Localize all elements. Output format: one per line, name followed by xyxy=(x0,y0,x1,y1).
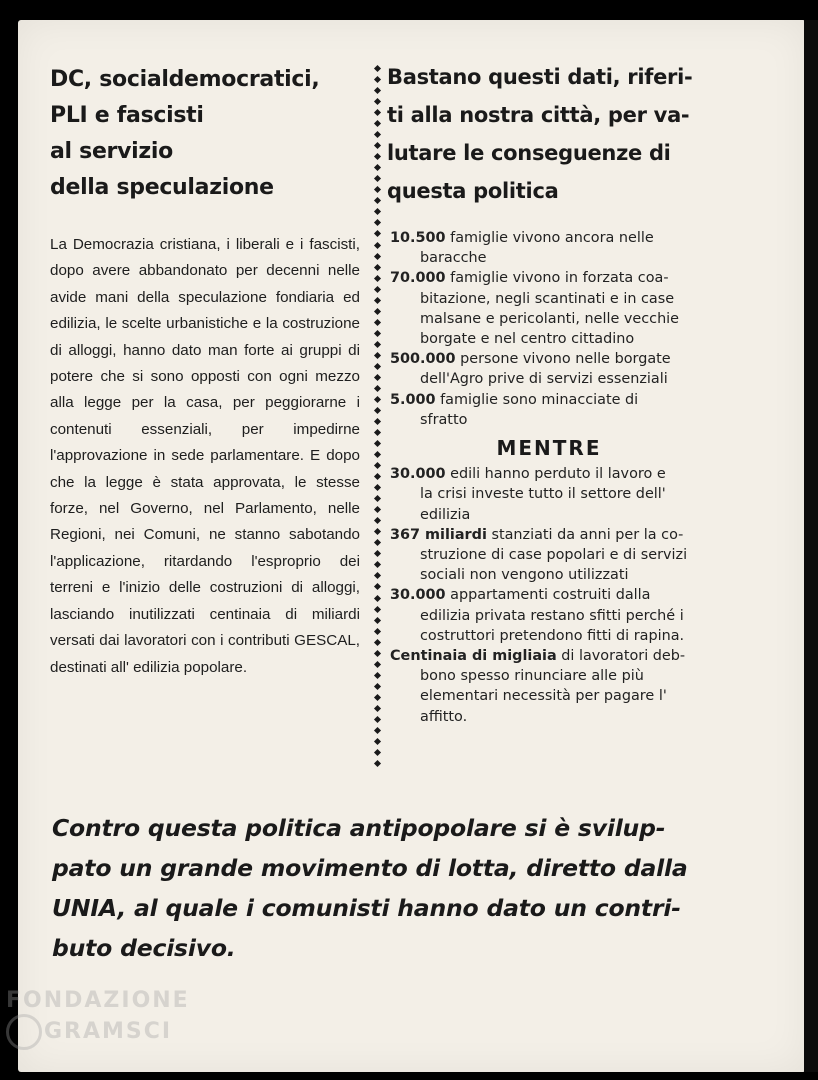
page-binding xyxy=(804,20,818,1072)
stat-text-continued: dell'Agro prive di servizi essenziali xyxy=(420,371,668,388)
divider-diamond xyxy=(373,716,380,723)
stat-text: di lavoratori deb- xyxy=(561,648,686,665)
divider-diamond xyxy=(373,683,380,690)
heading-line: della speculazione xyxy=(50,175,274,200)
diamond-divider xyxy=(370,66,384,766)
divider-diamond xyxy=(373,252,380,259)
stat-text-continued: la crisi investe tutto il settore dell' edilizia xyxy=(420,486,666,523)
divider-diamond xyxy=(373,550,380,557)
divider-diamond xyxy=(373,495,380,502)
stat-text-continued: sfratto xyxy=(420,411,468,428)
stat-text: edili hanno perduto il lavoro e xyxy=(450,466,666,483)
divider-diamond xyxy=(373,418,380,425)
stat-text: stanziati da anni per la co- xyxy=(491,526,684,543)
stat-number: 10.500 xyxy=(390,230,446,246)
watermark-line: FONDAZIONE xyxy=(6,988,190,1013)
stat-number: 30.000 xyxy=(390,587,446,604)
stat-text: persone vivono nelle borgate xyxy=(460,351,671,368)
stat-item xyxy=(390,349,708,389)
divider-diamond xyxy=(373,319,380,326)
divider-diamond xyxy=(373,396,380,403)
divider-diamond xyxy=(373,594,380,601)
divider-diamond xyxy=(373,605,380,612)
divider-diamond xyxy=(373,672,380,679)
divider-diamond xyxy=(373,440,380,447)
divider-diamond xyxy=(373,131,380,138)
divider-diamond xyxy=(373,208,380,215)
stat-number: 30.000 xyxy=(390,466,446,483)
heading-line: PLI e fascisti xyxy=(50,103,204,128)
divider-diamond xyxy=(373,561,380,568)
mentre-heading: MENTRE xyxy=(496,436,602,461)
gramsci-logo-icon xyxy=(6,1014,42,1050)
divider-diamond xyxy=(373,374,380,381)
divider-diamond xyxy=(373,286,380,293)
stat-text: famiglie sono minacciate di xyxy=(440,391,639,408)
divider-diamond xyxy=(373,473,380,480)
divider-diamond xyxy=(373,539,380,546)
stat-text: famiglie vivono in forzata coa- xyxy=(450,270,669,287)
heading-line: DC, socialdemocratici, xyxy=(50,67,320,92)
divider-diamond xyxy=(373,628,380,635)
stat-text-continued: struzione di case popolari e di servizi sociali non vengono utilizzati xyxy=(420,547,688,584)
stat-text-continued: edilizia privata restano sfitti perché i costruttori pretendono fitti di rapina. xyxy=(420,607,685,644)
conclusion-line: Contro questa politica antipopolare si è svilup- xyxy=(52,814,666,842)
divider-diamond xyxy=(373,275,380,282)
divider-diamond xyxy=(373,352,380,359)
heading-line: ti alla nostra città, per va- xyxy=(387,103,690,127)
divider-diamond xyxy=(373,363,380,370)
divider-diamond xyxy=(373,109,380,116)
stat-text-continued: bono spesso rinunciare alle più elementari necessità per pagare l' affitto. xyxy=(420,668,667,725)
heading-line: questa politica xyxy=(387,179,559,203)
stat-number: 367 miliardi xyxy=(390,526,487,543)
conclusion-line: pato un grande movimento di lotta, diretto dalla xyxy=(52,854,688,882)
divider-diamond xyxy=(373,528,380,535)
divider-diamond xyxy=(373,341,380,348)
divider-diamond xyxy=(373,407,380,414)
stat-item xyxy=(390,390,708,430)
right-heading xyxy=(387,58,707,210)
conclusion-line: buto decisivo. xyxy=(52,934,236,962)
divider-diamond xyxy=(373,186,380,193)
left-heading xyxy=(50,62,360,206)
divider-diamond xyxy=(373,308,380,315)
divider-diamond xyxy=(373,727,380,734)
divider-diamond xyxy=(373,462,380,469)
divider-diamond xyxy=(373,87,380,94)
stat-number: 500.000 xyxy=(390,351,456,368)
divider-diamond xyxy=(373,142,380,149)
left-body-text: La Democrazia cristiana, i liberali e i fascisti, dopo avere abbandonato per decenni nelle avide mani della speculazione fondiaria ed edilizia, le scelte urbanistiche e la costruzione di alloggi, hanno dato man forte ai gruppi di potere che si sono opposti con ogni mezzo alla legge per la casa, per peggiorarne i contenuti essenziali, per impedirne l'approvazione in sede parlamentare. E dopo che la legge è stata approvata, le stesse forze, nel Governo, nel Parlamento, nelle Regioni, nei Comuni, ne stanno sabotando l'applicazione, ritardando l'esproprio dei terreni e l'inizio delle costruzioni di alloggi, lasciando inutilizzati centinaia di miliardi versati dai lavoratori con i contributi GESCAL, destinati all' edilizia popolare. xyxy=(50,236,360,676)
divider-diamond xyxy=(373,749,380,756)
stat-item xyxy=(390,464,708,525)
divider-diamond xyxy=(373,230,380,237)
divider-diamond xyxy=(373,451,380,458)
stat-text: appartamenti costruiti dalla xyxy=(450,587,651,604)
stat-item xyxy=(390,646,708,727)
divider-diamond xyxy=(373,153,380,160)
divider-diamond xyxy=(373,760,380,767)
divider-diamond xyxy=(373,197,380,204)
divider-diamond xyxy=(373,617,380,624)
divider-diamond xyxy=(373,694,380,701)
archive-watermark xyxy=(6,988,190,1050)
stat-number: Centinaia di migliaia xyxy=(390,648,557,665)
conclusion-line: UNIA, al quale i comunisti hanno dato un contri- xyxy=(52,894,681,922)
stat-number: 5.000 xyxy=(390,391,436,408)
divider-diamond xyxy=(373,120,380,127)
divider-diamond xyxy=(373,639,380,646)
stat-item xyxy=(390,525,708,586)
stat-text-continued: baracche xyxy=(420,250,487,267)
divider-diamond xyxy=(373,429,380,436)
statistics-list xyxy=(390,228,708,727)
divider-diamond xyxy=(373,98,380,105)
conclusion-text xyxy=(52,808,732,968)
heading-line: lutare le conseguenze di xyxy=(387,141,671,165)
divider-diamond xyxy=(373,385,380,392)
divider-diamond xyxy=(373,330,380,337)
heading-line: Bastano questi dati, riferi- xyxy=(387,65,693,89)
divider-diamond xyxy=(373,241,380,248)
divider-diamond xyxy=(373,65,380,72)
stat-item xyxy=(390,228,708,268)
stat-text-continued: bitazione, negli scantinati e in case malsane e pericolanti, nelle vecchie borgate e nel centro cittadino xyxy=(420,290,680,348)
divider-diamond xyxy=(373,297,380,304)
divider-diamond xyxy=(373,164,380,171)
divider-diamond xyxy=(373,705,380,712)
divider-diamond xyxy=(373,219,380,226)
stat-item xyxy=(390,585,708,646)
divider-diamond xyxy=(373,76,380,83)
divider-diamond xyxy=(373,650,380,657)
divider-diamond xyxy=(373,506,380,513)
divider-diamond xyxy=(373,583,380,590)
divider-diamond xyxy=(373,517,380,524)
heading-line: al servizio xyxy=(50,139,173,164)
divider-diamond xyxy=(373,572,380,579)
divider-diamond xyxy=(373,661,380,668)
stat-number: 70.000 xyxy=(390,270,446,287)
divider-diamond xyxy=(373,484,380,491)
divider-diamond xyxy=(373,175,380,182)
stat-text: famiglie vivono ancora nelle xyxy=(450,230,654,246)
stat-item xyxy=(390,268,708,349)
divider-diamond xyxy=(373,738,380,745)
divider-diamond xyxy=(373,264,380,271)
watermark-line: GRAMSCI xyxy=(44,1019,173,1044)
